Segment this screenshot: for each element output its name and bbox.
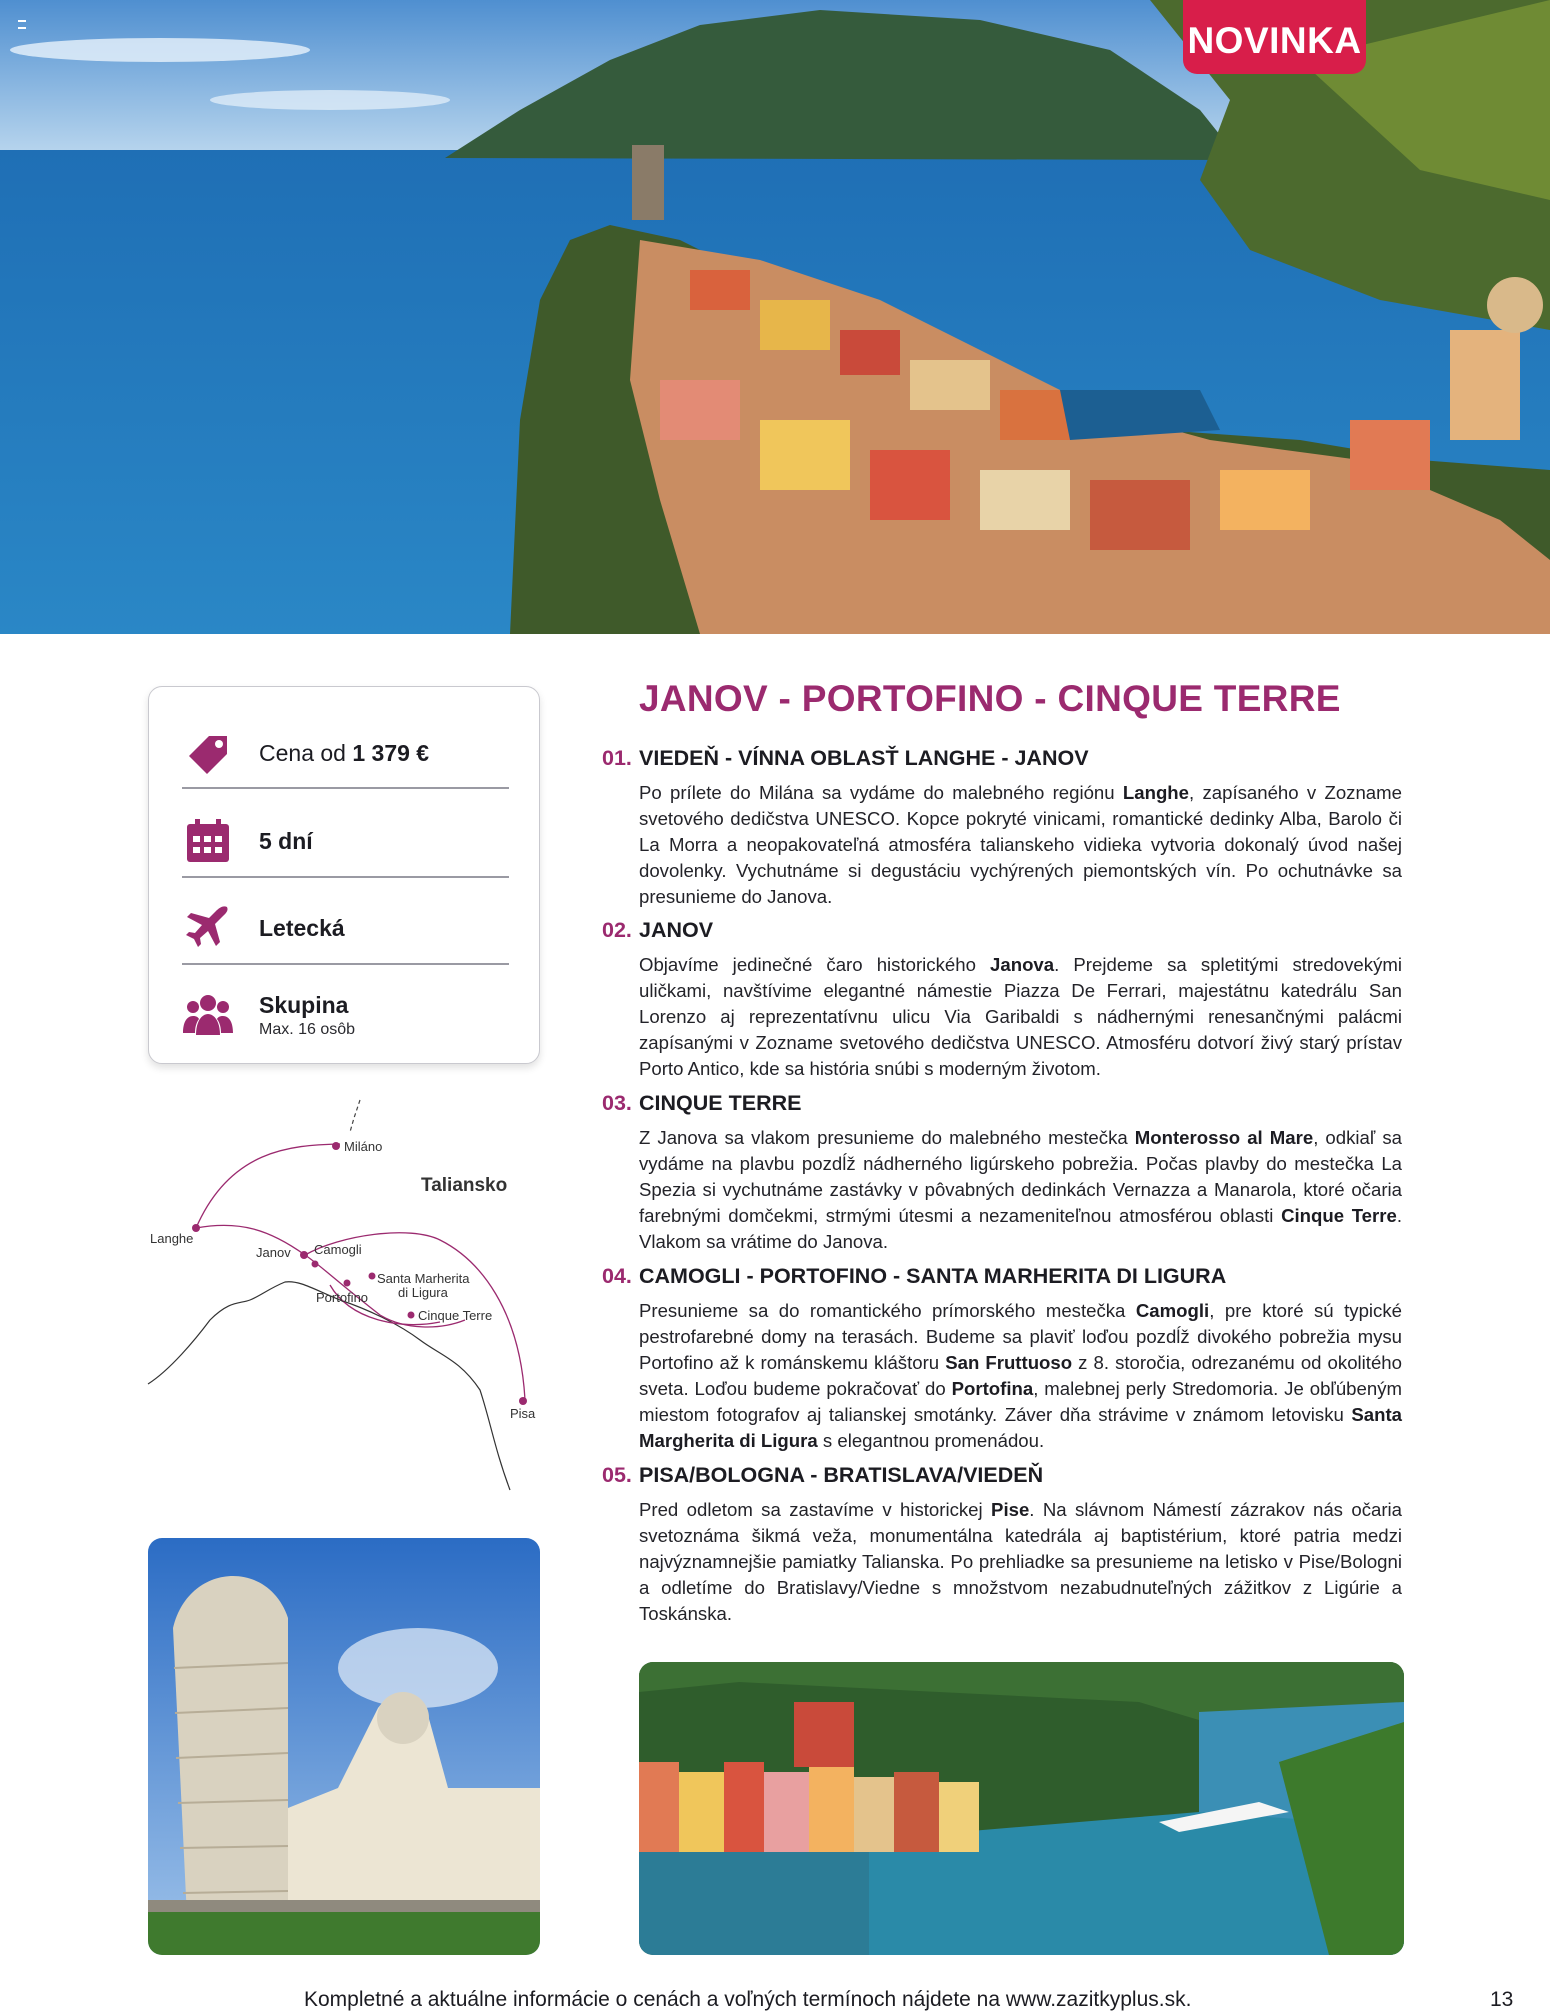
day-title: VIEDEŇ - VÍNNA OBLASŤ LANGHE - JANOV: [639, 746, 1089, 770]
calendar-icon: [182, 815, 234, 867]
day-description: Presunieme sa do romantického prímorského mestečka Camogli, pre ktoré sú typické pestrofarebné domy na terasách. Budeme sa plaviť loďou pozdĺž divokého pobrežia mysu Portofino až k románskemu kláštoru San Fruttuoso z 8. storočia, odrezanému od okolitého sveta. Loďou budeme pokračovať do Portofina, malebnej perly Stredomoria. Je obľúbeným miestom fotografov aj talianskej smotánky. Záver dňa strávime v známom letovisku Santa Margherita di Ligura s elegantnou promenádou.: [639, 1300, 1402, 1451]
map-label-camogli: Camogli: [314, 1242, 362, 1257]
group-max: Max. 16 osôb: [259, 1020, 356, 1038]
portofino-photo: [639, 1662, 1404, 1955]
map-label-langhe: Langhe: [150, 1231, 194, 1246]
day-section-2: [602, 918, 1402, 1082]
day-description: Objavíme jedinečné čaro historického Janova. Prejdeme sa spletitými stredovekými uličkami, navštívime elegantné námestie Piazza De Ferrari, majestátnu katedrálu San Lorenzo aj reprezentatívnu ulicu Via Garibaldi s nádhernými renesančnými palácmi zapísanými v Zozname svetového dedičstva UNESCO. Atmosféru dotvorí živý starý prístav Porto Antico, kde sa história snúbi s moderným životom.: [639, 954, 1402, 1079]
duration-value: 5 dní: [259, 827, 313, 854]
map-label-milano: Miláno: [344, 1139, 383, 1154]
price-row: [182, 709, 509, 797]
day-number: 03.: [602, 1091, 632, 1115]
group-row: [182, 971, 509, 1059]
transport-row: [182, 884, 509, 972]
day-description: Po prílete do Milána sa vydáme do malebného regiónu Langhe, zapísaného v Zozname svetového dedičstva UNESCO. Kopce pokryté vinicami, romantické dedinky Alba, Barolo či La Morra a neopakovateľná atmosféra talianskeho vidieka vytvoria dokonalý úvod našej dovolenky. Vychutnáme si degustáciu vychýrených piemontských vín. Po ochutnávke sa presunieme do Janova.: [639, 782, 1402, 907]
day-title: JANOV: [639, 918, 714, 942]
day-number: 05.: [602, 1463, 632, 1487]
group-icon: [182, 989, 234, 1041]
map-label-di-ligura: di Ligura: [398, 1285, 448, 1300]
map-country-label: Taliansko: [421, 1175, 508, 1196]
day-number: 04.: [602, 1264, 632, 1288]
airplane-icon: [182, 902, 234, 954]
new-badge: NOVINKA: [1183, 0, 1366, 74]
day-description: Z Janova sa vlakom presunieme do malebného mestečka Monterosso al Mare, odkiaľ sa vydáme na plavbu pozdĺž nádherného ligúrskeho pobrežia. Počas plavby do mestečka La Spezia si vychutnáme zastávky v pôvabných dedinkách Vernazza a Manarola, ktoré očaria farebnými domčekmi, strmými útesmi a nezameniteľnou atmosférou oblasti Cinque Terre. Vlakom sa vrátime do Janova.: [639, 1127, 1403, 1252]
group-title: Skupina: [259, 991, 349, 1018]
duration-row: [182, 797, 509, 885]
day-section-5: [602, 1463, 1402, 1627]
map-label-santa-marherita: Santa Marherita: [377, 1271, 470, 1286]
price-tag-icon: [182, 727, 234, 779]
day-section-1: [602, 746, 1402, 910]
trip-info-box: [148, 686, 540, 1064]
map-label-cinque-terre: Cinque Terre: [418, 1308, 493, 1323]
map-label-portofino: Portofino: [316, 1290, 369, 1305]
day-number: 02.: [602, 918, 632, 942]
day-title: PISA/BOLOGNA - BRATISLAVA/VIEDEŇ: [639, 1463, 1044, 1487]
footer-note: Kompletné a aktuálne informácie o cenách a voľných termínoch nájdete na www.zazitkyplus.sk.: [304, 1988, 1192, 2011]
day-title: CAMOGLI - PORTOFINO - SANTA MARHERITA DI LIGURA: [639, 1264, 1227, 1288]
day-number: 01.: [602, 746, 632, 770]
pisa-photo: [148, 1538, 540, 1955]
day-section-4: [602, 1264, 1402, 1454]
hero-photo-vernazza: [0, 0, 1550, 634]
menu-icon: [18, 20, 26, 29]
map-label-janov: Janov: [256, 1245, 291, 1260]
day-section-3: [602, 1091, 1402, 1255]
day-title: CINQUE TERRE: [639, 1091, 802, 1115]
route-map: [140, 1090, 550, 1510]
price-prefix: Cena od: [259, 739, 353, 766]
price-value: 1 379 €: [352, 739, 430, 766]
day-description: Pred odletom sa zastavíme v historickej Pise. Na slávnom Námestí zázrakov nás očaria svetoznáma šikmá veža, monumentálna katedrála aj baptistérium, ktoré patria medzi najvýznamnejšie pamiatky Talianska. Po prehliadke sa presunieme na letisko v Pise/Bologni a odletíme do Bratislavy/Viedne s množstvom nezabudnuteľných zážitkov z Ligúrie a Toskánska.: [639, 1499, 1402, 1624]
transport-value: Letecká: [259, 914, 345, 941]
page-number: 13: [1490, 1988, 1514, 2011]
page-title: JANOV - PORTOFINO - CINQUE TERRE: [639, 678, 1341, 719]
map-label-pisa: Pisa: [510, 1406, 536, 1421]
